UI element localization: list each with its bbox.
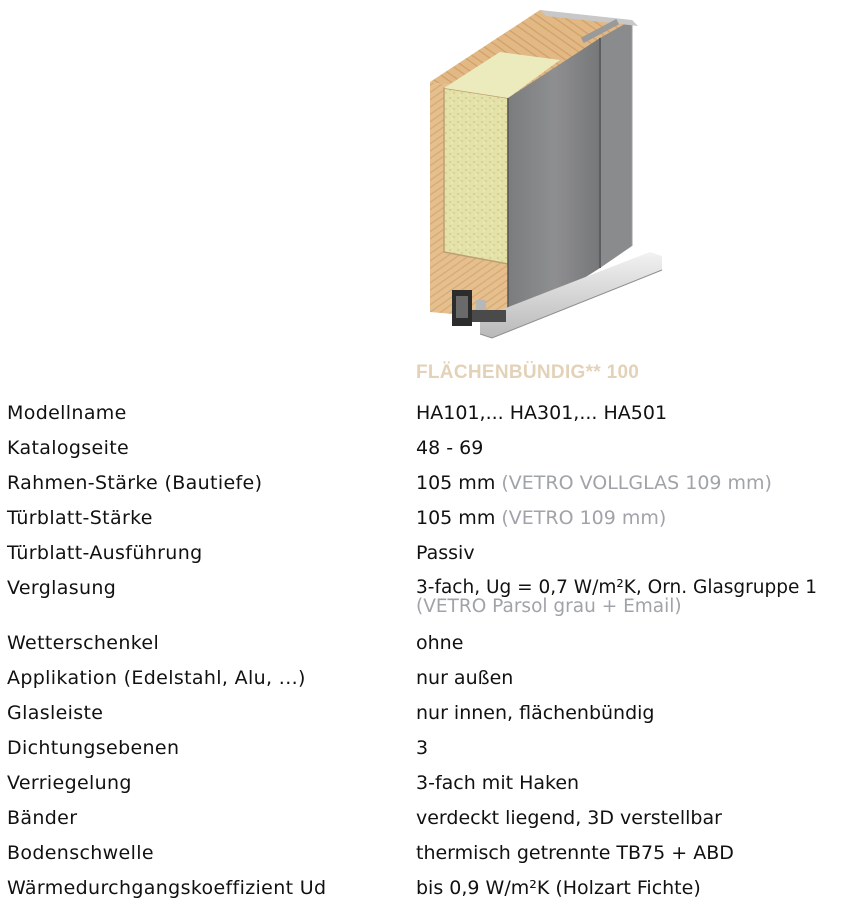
- spec-label: Wärmedurchgangskoeffizient Ud: [7, 877, 327, 899]
- spec-label: Applikation (Edelstahl, Alu, ...): [7, 667, 306, 689]
- spec-value: thermisch getrennte TB75 + ABD: [416, 842, 734, 864]
- spec-value-main: 105 mm: [416, 472, 496, 494]
- spec-label: Bodenschwelle: [7, 842, 154, 864]
- spec-value-note: (VETRO 109 mm): [501, 507, 667, 529]
- spec-value: bis 0,9 W/m²K (Holzart Fichte): [416, 877, 701, 899]
- spec-value: 3: [416, 737, 429, 759]
- spec-label: Verriegelung: [7, 772, 132, 794]
- spec-value-note: (VETRO VOLLGLAS 109 mm): [501, 472, 772, 494]
- spec-label: Verglasung: [7, 577, 117, 599]
- spec-value: [416, 507, 666, 529]
- spec-value: 3-fach mit Haken: [416, 772, 580, 794]
- spec-value: Passiv: [416, 542, 475, 564]
- spec-value: nur außen: [416, 667, 514, 689]
- spec-label: Türblatt-Ausführung: [7, 542, 203, 564]
- spec-label: Dichtungsebenen: [7, 737, 180, 759]
- spec-label: Modellname: [7, 402, 127, 424]
- spec-label: Glasleiste: [7, 702, 104, 724]
- spec-label: Türblatt-Stärke: [7, 507, 153, 529]
- spec-value: HA101,... HA301,... HA501: [416, 402, 668, 424]
- product-title: FLÄCHENBÜNDIG** 100: [416, 362, 640, 383]
- spec-value: verdeckt liegend, 3D verstellbar: [416, 807, 722, 829]
- spec-value-main: 105 mm: [416, 507, 496, 529]
- spec-value: 48 - 69: [416, 437, 484, 459]
- spec-label: Wetterschenkel: [7, 632, 160, 654]
- spec-value: [416, 472, 772, 494]
- spec-value: ohne: [416, 632, 464, 654]
- spec-label: Rahmen-Stärke (Bautiefe): [7, 472, 263, 494]
- spec-value-line2: (VETRO Parsol grau + Email): [416, 596, 682, 617]
- spec-value: [416, 577, 817, 618]
- spec-value-main: 3-fach, Ug = 0,7 W/m²K, Orn. Glasgruppe 1: [416, 577, 818, 598]
- spec-value: nur innen, flächenbündig: [416, 702, 655, 724]
- spec-label: Katalogseite: [7, 437, 130, 459]
- spec-label: Bänder: [7, 807, 78, 829]
